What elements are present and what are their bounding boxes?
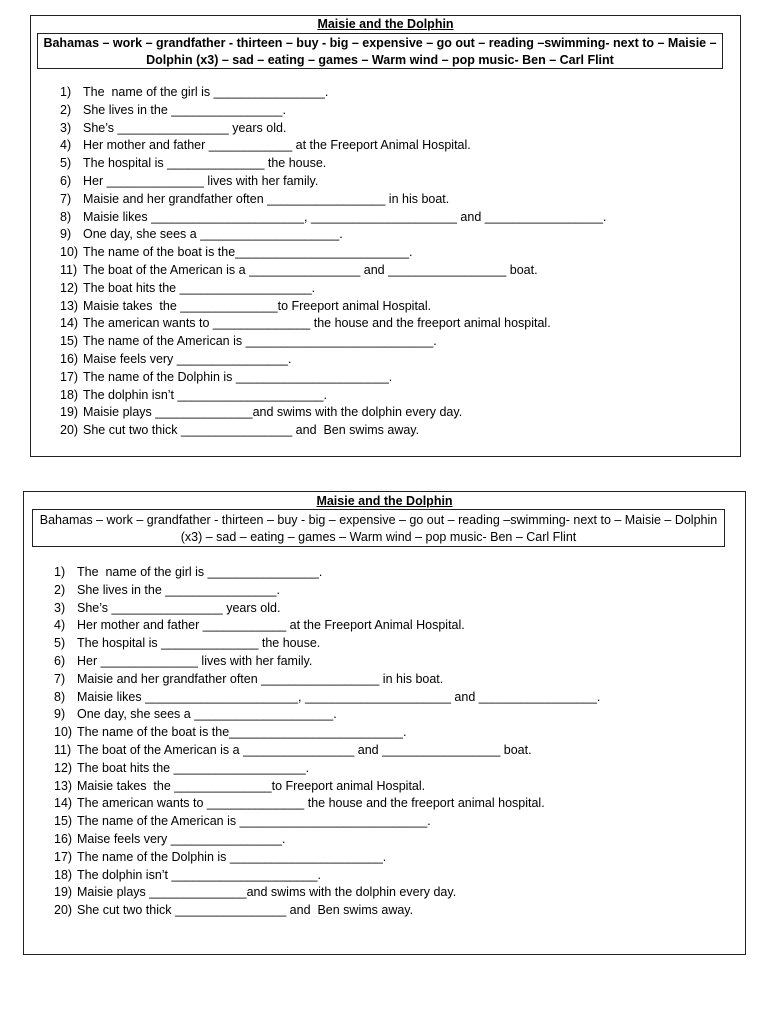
- question-text: The hospital is ______________ the house.: [77, 636, 321, 651]
- question-item: [54, 617, 600, 635]
- question-item: [60, 369, 606, 387]
- question-number: 8): [54, 689, 66, 704]
- worksheet-2: [23, 491, 746, 955]
- question-item: [60, 209, 606, 227]
- question-number: 6): [60, 173, 72, 188]
- question-item: [60, 244, 606, 262]
- question-item: [60, 404, 606, 422]
- question-number: 19): [60, 405, 79, 420]
- question-text: Maisie and her grandfather often _________________ in his boat.: [83, 191, 450, 206]
- question-number: 9): [60, 227, 72, 242]
- question-text: The hospital is ______________ the house.: [83, 156, 327, 171]
- question-number: 16): [60, 351, 79, 366]
- question-item: [54, 813, 600, 831]
- question-number: 16): [54, 831, 73, 846]
- question-number: 5): [60, 156, 72, 171]
- question-text: Maisie takes the ______________to Freeport animal Hospital.: [77, 778, 426, 793]
- question-number: 11): [54, 742, 72, 757]
- question-text: Her ______________ lives with her family.: [77, 653, 313, 668]
- question-number: 3): [60, 120, 72, 135]
- question-number: 11): [60, 262, 78, 277]
- question-number: 4): [54, 618, 66, 633]
- question-item: [54, 849, 600, 867]
- question-text: The boat of the American is a ________________ and _________________ boat.: [83, 262, 538, 277]
- question-item: [54, 831, 600, 849]
- question-item: [54, 884, 600, 902]
- question-item: [60, 173, 606, 191]
- question-text: The name of the girl is ________________.: [77, 565, 323, 579]
- question-text: Maisie and her grandfather often _________________ in his boat.: [77, 671, 444, 686]
- question-item: [60, 102, 606, 120]
- question-number: 6): [54, 653, 66, 668]
- question-item: [54, 582, 600, 600]
- question-item: [54, 760, 600, 778]
- question-text: Maisie likes ______________________, _____________________ and _________________.: [83, 209, 607, 224]
- question-item: [60, 226, 606, 244]
- question-item: [54, 867, 600, 885]
- worksheet-title: Maisie and the Dolphin: [317, 17, 454, 31]
- question-text: One day, she sees a ____________________.: [77, 707, 337, 722]
- question-item: [54, 742, 600, 760]
- question-item: [60, 387, 606, 405]
- question-number: 4): [60, 138, 72, 153]
- question-text: Maise feels very ________________.: [77, 831, 286, 846]
- question-item: [54, 653, 600, 671]
- question-text: She’s ________________ years old.: [77, 600, 281, 615]
- question-list: [54, 564, 600, 920]
- question-item: [54, 635, 600, 653]
- question-item: [54, 706, 600, 724]
- question-item: [60, 298, 606, 316]
- question-text: Maisie takes the ______________to Freeport animal Hospital.: [83, 298, 432, 313]
- question-number: 18): [60, 387, 79, 402]
- question-text: Maisie plays ______________and swims with the dolphin every day.: [77, 885, 457, 900]
- question-number: 2): [60, 102, 72, 117]
- question-text: The name of the Dolphin is ______________________.: [77, 849, 387, 864]
- question-item: [54, 564, 600, 582]
- question-number: 5): [54, 636, 66, 651]
- question-text: The dolphin isn’t _____________________.: [83, 387, 327, 402]
- question-number: 15): [60, 334, 79, 349]
- question-text: Her mother and father ____________ at the Freeport Animal Hospital.: [77, 618, 465, 633]
- question-text: The name of the girl is ________________.: [83, 85, 329, 99]
- question-item: [54, 600, 600, 618]
- question-number: 10): [60, 245, 79, 260]
- question-number: 20): [54, 903, 73, 918]
- question-item: [60, 84, 606, 102]
- worksheet-title: Maisie and the Dolphin: [316, 494, 453, 508]
- question-text: The name of the Dolphin is ______________________.: [83, 369, 393, 384]
- question-number: 13): [54, 778, 73, 793]
- question-item: [60, 315, 606, 333]
- question-text: The name of the American is ___________________________.: [83, 334, 437, 349]
- question-number: 15): [54, 814, 73, 829]
- question-text: The american wants to ______________ the house and the freeport animal hospital.: [83, 316, 551, 331]
- question-text: Her mother and father ____________ at the Freeport Animal Hospital.: [83, 138, 471, 153]
- question-text: She cut two thick ________________ and Ben swims away.: [77, 903, 414, 918]
- word-bank: Bahamas – work – grandfather - thirteen – buy - big – expensive – go out – reading –swimming- next to – Maisie – Dolphin (x3) – sad – eating – games – Warm wind – pop music- Ben – Carl Flint: [37, 33, 723, 69]
- question-text: The name of the American is ___________________________.: [77, 814, 431, 829]
- question-item: [60, 422, 606, 440]
- question-text: Maisie plays ______________and swims with the dolphin every day.: [83, 405, 463, 420]
- question-item: [60, 120, 606, 138]
- question-number: 17): [60, 369, 79, 384]
- question-number: 2): [54, 582, 66, 597]
- question-number: 10): [54, 725, 73, 740]
- question-item: [54, 724, 600, 742]
- question-number: 12): [54, 760, 73, 775]
- question-number: 1): [60, 85, 72, 99]
- question-item: [54, 795, 600, 813]
- question-text: The name of the boat is the_________________________.: [77, 725, 407, 740]
- question-text: The dolphin isn’t _____________________.: [77, 867, 321, 882]
- question-text: She lives in the ________________.: [83, 102, 286, 117]
- question-text: One day, she sees a ____________________.: [83, 227, 343, 242]
- question-number: 19): [54, 885, 73, 900]
- question-text: The american wants to ______________ the house and the freeport animal hospital.: [77, 796, 545, 811]
- question-text: The name of the boat is the_________________________.: [83, 245, 413, 260]
- worksheet-1: [30, 15, 741, 457]
- question-item: [60, 280, 606, 298]
- question-item: [60, 155, 606, 173]
- question-number: 17): [54, 849, 73, 864]
- question-text: Her ______________ lives with her family.: [83, 173, 319, 188]
- question-list: [60, 84, 606, 440]
- question-number: 7): [54, 671, 66, 686]
- question-number: 7): [60, 191, 72, 206]
- question-number: 18): [54, 867, 73, 882]
- question-text: She cut two thick ________________ and Ben swims away.: [83, 423, 420, 438]
- question-item: [60, 262, 606, 280]
- question-number: 14): [54, 796, 73, 811]
- question-item: [60, 351, 606, 369]
- question-number: 13): [60, 298, 79, 313]
- question-text: The boat hits the ___________________.: [77, 760, 310, 775]
- question-number: 8): [60, 209, 72, 224]
- question-text: She lives in the ________________.: [77, 582, 280, 597]
- question-number: 1): [54, 565, 66, 579]
- word-bank: Bahamas – work – grandfather - thirteen – buy - big – expensive – go out – reading –swimming- next to – Maisie – Dolphin (x3) – sad – eating – games – Warm wind – pop music- Ben – Carl Flint: [32, 509, 725, 547]
- question-text: She’s ________________ years old.: [83, 120, 287, 135]
- question-item: [60, 333, 606, 351]
- question-number: 9): [54, 707, 66, 722]
- question-item: [54, 671, 600, 689]
- question-number: 14): [60, 316, 79, 331]
- question-text: The boat of the American is a ________________ and _________________ boat.: [77, 742, 532, 757]
- question-text: Maise feels very ________________.: [83, 351, 292, 366]
- question-item: [54, 689, 600, 707]
- question-item: [54, 902, 600, 920]
- question-number: 20): [60, 423, 79, 438]
- question-item: [60, 191, 606, 209]
- question-text: Maisie likes ______________________, _____________________ and _________________.: [77, 689, 601, 704]
- question-text: The boat hits the ___________________.: [83, 280, 316, 295]
- question-item: [54, 778, 600, 796]
- question-number: 3): [54, 600, 66, 615]
- question-number: 12): [60, 280, 79, 295]
- question-item: [60, 137, 606, 155]
